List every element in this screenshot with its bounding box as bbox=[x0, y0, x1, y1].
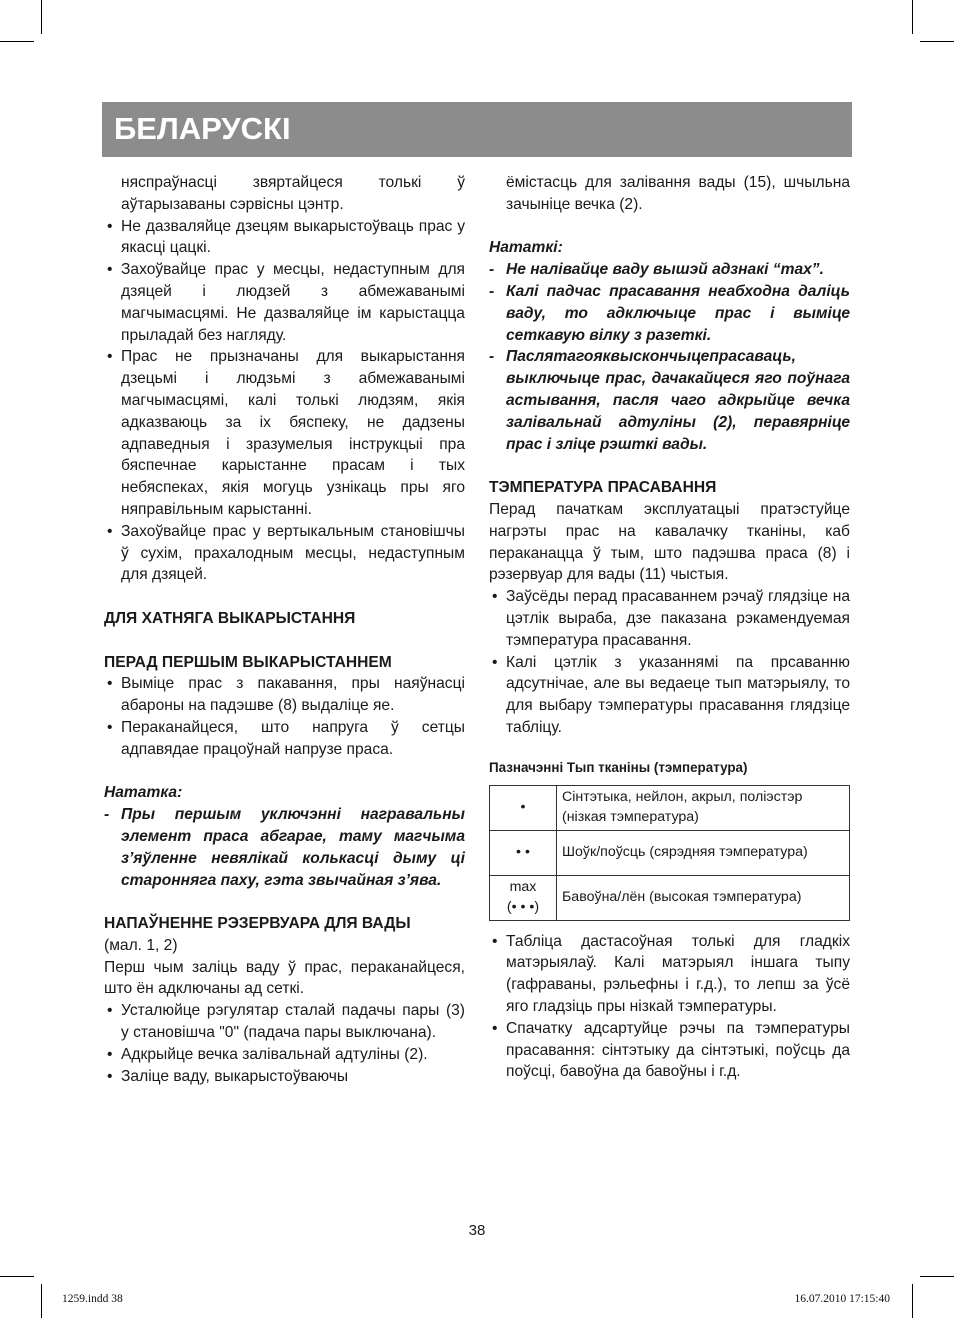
temperature-list bbox=[489, 586, 850, 739]
list-item: • Пераканайцеся, што напруга ў сетцы адпавядае працоўнай напрузе праса. bbox=[107, 718, 465, 758]
fabric-table bbox=[489, 785, 850, 921]
table-row bbox=[490, 785, 850, 830]
intro-paragraph: няспраўнасці звяртайцеся толькі ў аўтарызаваны сэрвісны цэнтр. bbox=[121, 174, 465, 213]
crop-mark bbox=[920, 1276, 954, 1277]
table-row bbox=[490, 830, 850, 875]
fill-intro: Перш чым заліць ваду ў прас, пераканайцеся, што ён адключаны ад сеткі. bbox=[104, 958, 465, 998]
note-item: - Паслятагояквыскончыцепрасаваць, выключыце прас, дачакайцеся яго поўнага астывання, пасля чаго адкрыйце вечка залівальнай адтуліны (2), перавярніце прас і зліце рэшткі вады. bbox=[489, 348, 850, 453]
notes-list bbox=[489, 259, 850, 455]
page-number: 38 bbox=[468, 1222, 486, 1239]
header-bar bbox=[102, 102, 852, 157]
table-cell-fabric: Шоўк/поўсць (сярэдняя тэмпература) bbox=[557, 830, 850, 875]
first-use-list bbox=[104, 673, 465, 760]
list-item: • Захоўвайце прас у вертыкальным становішчы ў сухім, прахалодным месцы, недаступным для дзяцей. bbox=[107, 522, 465, 584]
after-table-list bbox=[489, 931, 850, 1084]
slug-file: 1259.indd 38 bbox=[62, 1293, 123, 1305]
list-item: • Калі цэтлік з указаннямі па прсаванню адсутнічае, але вы ведаеце тып матэрыялу, то для выбару тэмпературы прасавання глядзіце табліцу. bbox=[492, 653, 850, 736]
safety-list bbox=[104, 216, 465, 587]
table-row bbox=[490, 875, 850, 920]
list-item: • Адкрыйце вечка залівальнай адтуліны (2). bbox=[107, 1045, 428, 1063]
temperature-intro: Перад пачаткам эксплуатацыі пратэстуйце нагрэты прас на кавалачку тканіны, каб пераканацца ў тым, што падэшва праса (8) і рэзервуар для вады (11) чыстыя. bbox=[489, 500, 850, 584]
section-heading-fill: НАПАЎНЕННЕ РЭЗЕРВУАРА ДЛЯ ВАДЫ bbox=[104, 915, 411, 933]
crop-mark bbox=[920, 41, 954, 42]
crop-mark bbox=[912, 1284, 913, 1318]
table-caption: Пазначэнні Тып тканіны (тэмпература) bbox=[489, 759, 748, 775]
table-cell-fabric: Сінтэтыка, нейлон, акрыл, поліэстэр (нізкая тэмпература) bbox=[557, 785, 850, 830]
list-item: • Спачатку адсартуйце рэчы па тэмпературы прасавання: сінтэтыку да сінтэтыкі, поўсць да поўсці, бавоўна да бавоўны і г.д. bbox=[492, 1019, 850, 1081]
list-item: • Прас не прызначаны для выкарыстання дзецьмі і людзьмі з абмежаванымі магчымасцямі, калі толькі людзям, якія адказваюць за іх бяспеку, не дадзены адпаведныя і зразумелыя інструкцыі пра бяспечнае карыстанне прасам і тых небяспеках, якія могуць узнікаць пры яго няправільным карыстанні. bbox=[107, 348, 465, 518]
list-item: • Заўсёды перад прасаваннем рэчаў глядзіце на цэтлік выраба, дзе паказана рэкамендуемая тэмпература прасавання. bbox=[492, 588, 850, 649]
table-cell-symbol bbox=[490, 875, 557, 920]
fill-list bbox=[104, 1000, 465, 1087]
slug-timestamp: 16.07.2010 17:15:40 bbox=[794, 1293, 890, 1305]
section-heading-first-use: ПЕРАД ПЕРШЫМ ВЫКАРЫСТАННЕМ bbox=[104, 653, 392, 671]
list-item: • Усталюйце рэгулятар сталай падачы пары (3) у становішча "0" (падача пары выключана). bbox=[107, 1002, 465, 1042]
table-cell-symbol: • bbox=[490, 785, 557, 830]
table-cell-symbol: • • bbox=[490, 830, 557, 875]
continuation-paragraph: ёмістасць для залівання вады (15), шчыльна зачыніце вечка (2). bbox=[506, 174, 850, 213]
section-heading-temperature: ТЭМПЕРАТУРА ПРАСАВАННЯ bbox=[489, 479, 717, 497]
crop-mark bbox=[0, 41, 34, 42]
notes-title: Нататкі: bbox=[489, 239, 563, 257]
note-item: - Не налівайце ваду вышэй адзнакі “max”. bbox=[489, 261, 824, 279]
list-item: • Табліца дастасоўная толькі для гладкіх матэрыялаў. Калі матэрыял іншага тыпу (гафраваны, рэльефны і г.д.), то лепш за ўсё яго гладзіць пры нізкай тэмпературы. bbox=[492, 932, 850, 1015]
symbol-dots: (• • •) bbox=[506, 898, 540, 915]
note-list bbox=[104, 804, 465, 891]
page-title: БЕЛАРУСКІ bbox=[114, 111, 291, 146]
note-item: - Пры першым уключэнні награвальны элемент праса абгарае, таму магчыма з’яўленне невялікай колькасці дыму ці староннягa паху, гэта звычайная з’ява. bbox=[104, 806, 465, 889]
crop-mark bbox=[41, 1284, 42, 1318]
crop-mark bbox=[41, 0, 42, 34]
list-item: • Выміце прас з пакавання, пры наяўнасці абароны на падэшве (8) выдаліце яе. bbox=[107, 675, 465, 715]
symbol-max-label: max bbox=[509, 879, 537, 896]
table-cell-fabric: Бавоўна/лён (высокая тэмпература) bbox=[557, 875, 850, 920]
left-column bbox=[104, 172, 465, 1087]
section-heading-home-use: ДЛЯ ХАТНЯГА ВЫКАРЫСТАННЯ bbox=[104, 609, 356, 627]
note-title: Нататка: bbox=[104, 784, 183, 802]
crop-mark bbox=[0, 1276, 34, 1277]
note-item: - Калі падчас прасавання неабходна даліць ваду, то адключыце прас і выміце сеткавую вілку з разеткі. bbox=[489, 282, 850, 344]
list-item: • Не дазваляйце дзецям выкарыстоўваць прас у якасці цацкі. bbox=[107, 217, 465, 257]
list-item: • Захоўвайце прас у месцы, недаступным для дзяцей і людзей з абмежаванымі магчымасцямі. Не дазваляйце ім карыстацца прыладай без нагляду. bbox=[107, 261, 465, 344]
crop-mark bbox=[912, 0, 913, 34]
list-item: • Заліце ваду, выкарыстоўваючы bbox=[107, 1067, 349, 1085]
right-column bbox=[489, 172, 850, 1083]
fill-reference: (мал. 1, 2) bbox=[104, 936, 178, 954]
